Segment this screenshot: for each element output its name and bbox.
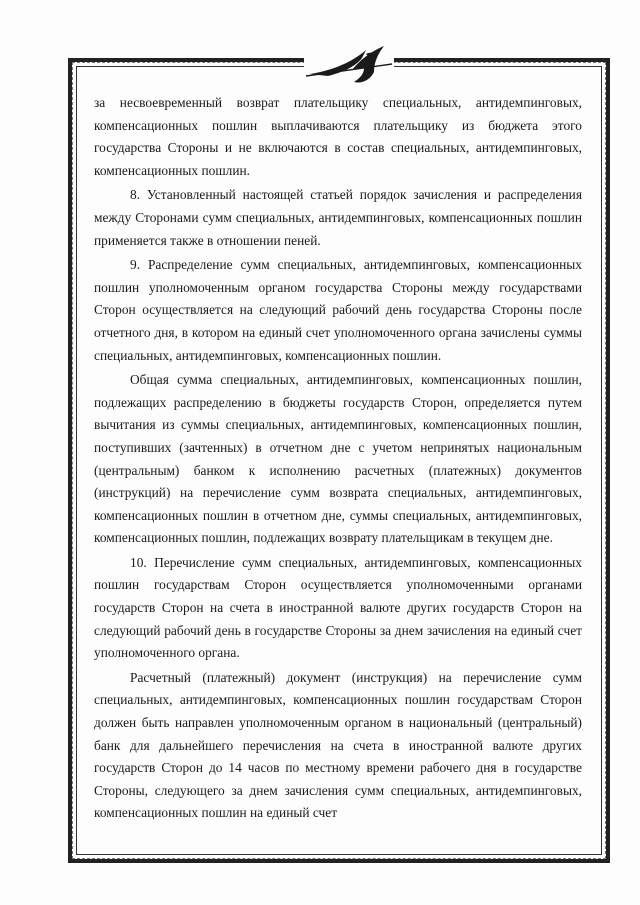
bird-emblem-icon [304, 40, 394, 88]
paragraph-item-9: 9. Распределение сумм специальных, антидемпинговых, компенсационных пошлин уполномоченным органом государства Стороны между государствами Сторон осуществляется на следующий рабочий день государства Стороны после отчетного дня, в котором на единый счет уполномоченного органа зачислены суммы специальных, антидемпинговых, компенсационных пошлин. [94, 257, 582, 363]
paragraph-item-8: 8. Установленный настоящей статьей порядок зачисления и распределения между Сторонами сумм специальных, антидемпинговых, компенсационных пошлин применяется также в отношении пеней. [94, 187, 582, 248]
paragraph-total-sum: Общая сумма специальных, антидемпинговых, компенсационных пошлин, подлежащих распределению в бюджеты государств Сторон, определяется путем вычитания из суммы специальных, антидемпинговых, компенсационных пошлин, поступивших (зачтенных) в отчетном дне с учетом непринятых национальным (центральным) банком к исполнению расчетных (платежных) документов (инструкций) на перечисление сумм возврата специальных, антидемпинговых, компенсационных пошлин в отчетном дне, суммы специальных, антидемпинговых, компенсационных пошлин, подлежащих возврату плательщикам в текущем дне. [94, 372, 582, 546]
document-body [94, 92, 582, 825]
paragraph-continuation: за несвоевременный возврат плательщику специальных, антидемпинговых, компенсационных пошлин выплачиваются плательщику из бюджета этого государства Стороны и не включаются в состав специальных, антидемпинговых, компенсационных пошлин. [94, 95, 582, 178]
paragraph-item-10: 10. Перечисление сумм специальных, антидемпинговых, компенсационных пошлин государствам Сторон осуществляется уполномоченными органами государств Сторон на счета в иностранной валюте других государств Сторон на следующий рабочий день в государстве Стороны за днем зачисления на единый счет уполномоченного органа. [94, 554, 582, 661]
paragraph-payment-document: Расчетный (платежный) документ (инструкция) на перечисление сумм специальных, антидемпинговых, компенсационных пошлин государствам Сторон должен быть направлен уполномоченным органом в национальный (центральный) банк для дальнейшего перечисления на счета в иностранной валюте других государств Сторон до 14 часов по местному времени рабочего дня в государстве Стороны, следующего за днем зачисления сумм специальных, антидемпинговых, компенсационных пошлин на единый счет [94, 669, 582, 821]
